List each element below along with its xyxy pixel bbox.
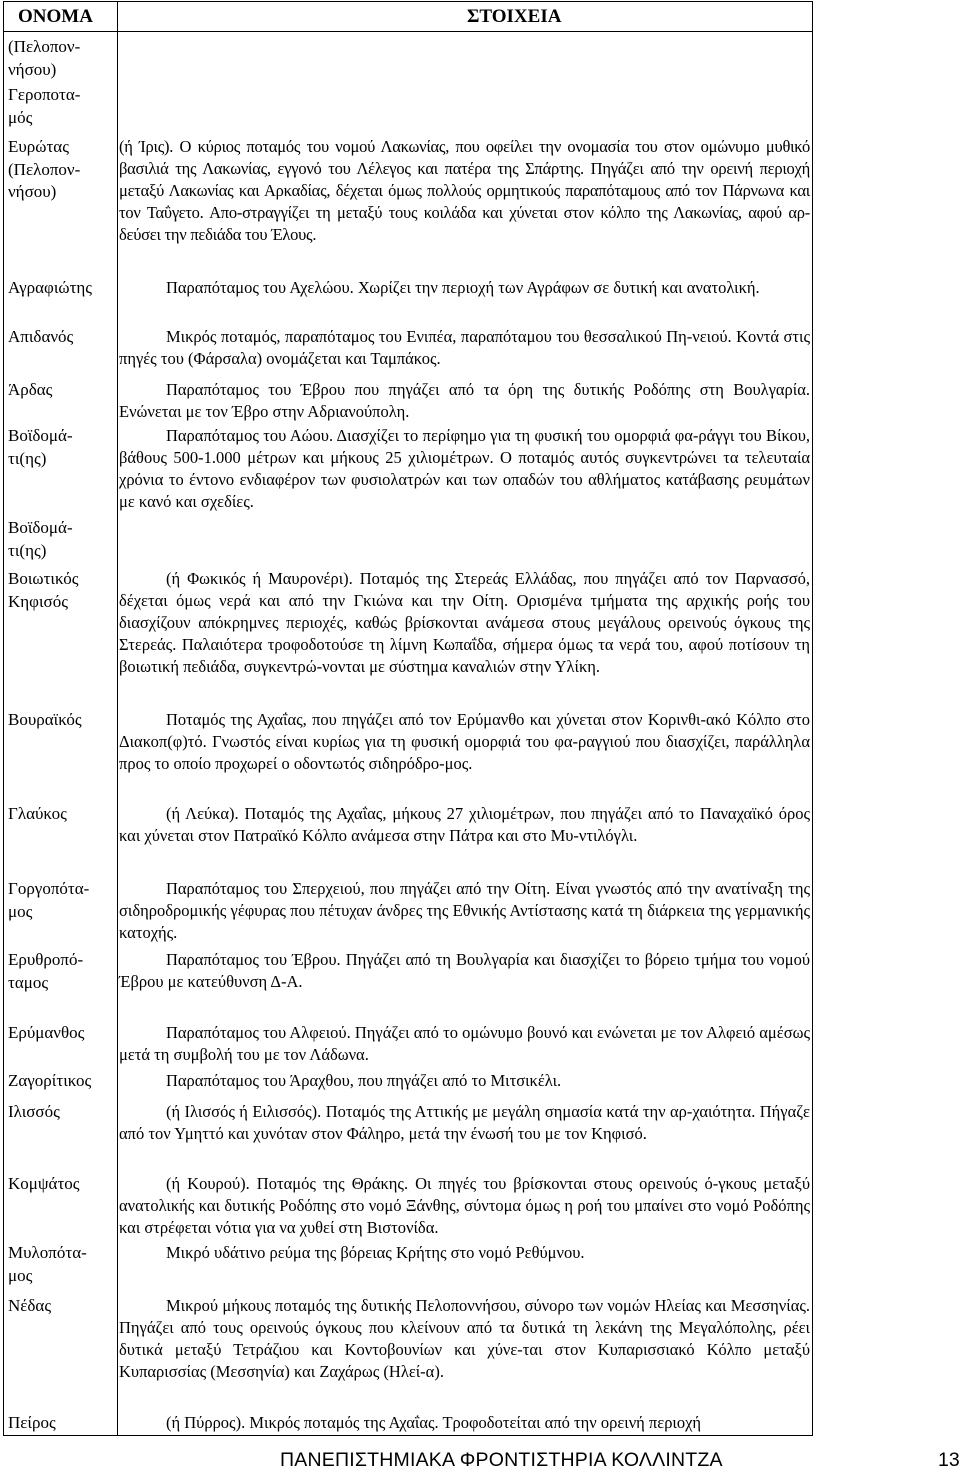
rivers-table bbox=[3, 1, 813, 1436]
river-name: Απιδανός bbox=[8, 327, 74, 346]
river-description: Μικρού μήκους ποταμός της δυτικής Πελοποννήσου, σύνορο των νομών Ηλείας και Μεσσηνίας. Πηγάζει από τους ορεινούς όγκους που κλείνουν από τα δυτικά τη λεκάνη της Μεγαλόπολης, ρέει δυτικά μεταξύ Τετράζιου και Κοντοβουνίων και χύνε-ται στον Κυπαρισσιακό Κόλπο μεταξύ Κυπαρισσίας (Μεσσηνία) και Ζαχάρως (Ηλεί-α). bbox=[119, 1296, 810, 1381]
river-description: Παραπόταμος του Αχελώου. Χωρίζει την περιοχή των Αγράφων σε δυτική και ανατολική. bbox=[166, 278, 760, 297]
river-name: Γεροποτα- μός bbox=[8, 85, 81, 127]
river-name: Βοιωτικός Κηφισός bbox=[8, 569, 79, 611]
river-description: Παραπόταμος του Άραχθου, που πηγάζει από το Μιτσικέλι. bbox=[166, 1071, 562, 1090]
river-name: Ζαγορίτικος bbox=[8, 1071, 92, 1090]
river-description: Παραπόταμος του Αλφειού. Πηγάζει από το ομώνυμο βουνό και ενώνεται με τον Αλφειό αμέσως μετά τη συμβολή του με τον Λάδωνα. bbox=[119, 1023, 810, 1064]
river-description: (ή Πύρρος). Μικρός ποταμός της Αχαΐας. Τροφοδοτείται από την ορεινή περιοχή bbox=[166, 1413, 702, 1432]
river-description: (ή Ίρις). Ο κύριος ποταμός του νομού Λακωνίας, που οφείλει την ονομασία του στον ομώνυμο μυθικό βασιλιά της Λακωνίας, εγγονό του Λέλεγος και πατέρα της Σπάρτης. Πηγάζει από την ορεινή περιοχή μεταξύ Λακωνίας και Αρκαδίας, δέχεται όμως πολλούς ορμητικούς παραπόταμους από τον Πάρνωνα και τον Ταΰγετο. Απο-στραγγίζει τη μεταξύ τους κοιλάδα και χύνεται στον κόλπο της Λακωνίας, αφού αρ-δεύσει την πεδιάδα του Έλους. bbox=[119, 137, 810, 244]
river-description: Μικρός ποταμός, παραπόταμος του Ενιπέα, παραπόταμου του θεσσαλικού Πη-νειού. Κοντά στις πηγές του (Φάρσαλα) ονομάζεται και Ταμπάκος. bbox=[119, 327, 810, 368]
river-description: Παραπόταμος του Αώου. Διασχίζει το περίφημο για τη φυσική του ομορφιά φα-ράγγι του Βίκου, βάθους 500-1.000 μέτρων και μήκους 25 χιλιομέτρων. Ο ποταμός αυτός συγκεντρώνει τα τελευταία χρόνια το έντονο ενδιαφέρον των φυσιολατρών και των οπαδών του αθλήματος κατάβασης ρευμάτων με κανό και σχεδίες. bbox=[119, 426, 810, 511]
river-name: Ιλισσός bbox=[8, 1102, 60, 1121]
page-number: 13 bbox=[938, 1449, 960, 1471]
river-name: (Πελοπον- νήσου) bbox=[8, 37, 81, 79]
footer-title: ΠΑΝΕΠΙΣΤΗΜΙΑΚΑ ΦΡΟΝΤΙΣΤΗΡΙΑ ΚΟΛΛΙΝΤΖΑ bbox=[280, 1449, 723, 1471]
river-description: Ποταμός της Αχαΐας, που πηγάζει από τον Ερύμανθο και χύνεται στον Κορινθι-ακό Κόλπο στο Διακοπ(φ)τό. Γνωστός είναι κυρίως για τη φυσική ομορφιά του φα-ραγγιού που διασχίζει, παράλληλα προς το οποίο προχωρεί ο οδοντωτός σιδηρόδρο-μος. bbox=[119, 710, 810, 773]
header-data: ΣΤΟΙΧΕΙΑ bbox=[467, 6, 562, 27]
river-name: Άρδας bbox=[8, 380, 53, 399]
header-divider bbox=[4, 31, 812, 32]
river-name: Μυλοπότα- μος bbox=[8, 1243, 87, 1285]
river-name: Κομψάτος bbox=[8, 1174, 80, 1193]
river-name: Ερυθροπό- ταμος bbox=[8, 950, 84, 992]
river-name: Βοϊδομά- τι(ης) bbox=[8, 518, 73, 560]
river-name: Γοργοπότα- μος bbox=[8, 879, 90, 921]
river-description: (ή Ιλισσός ή Ειλισσός). Ποταμός της Αττικής με μεγάλη σημασία κατά την αρ-χαιότητα. Πήγαζε από τον Υμηττό και χυνόταν στον Φάληρο, μετά την ένωσή του με τον Κηφισό. bbox=[119, 1102, 810, 1143]
river-name: Βουραϊκός bbox=[8, 710, 82, 729]
river-name: Νέδας bbox=[8, 1296, 52, 1315]
river-description: Μικρό υδάτινο ρεύμα της βόρειας Κρήτης στο νομό Ρεθύμνου. bbox=[166, 1243, 585, 1262]
river-description: Παραπόταμος του Έβρου. Πηγάζει από τη Βουλγαρία και διασχίζει το βόρειο τμήμα του νομού Έβρου με κατεύθυνση Δ-Α. bbox=[119, 950, 810, 991]
header-name: ΟΝΟΜΑ bbox=[18, 6, 93, 27]
river-description: (ή Λεύκα). Ποταμός της Αχαΐας, μήκους 27 χιλιομέτρων, που πηγάζει από το Παναχαϊκό όρος και χύνεται στον Πατραϊκό Κόλπο ανάμεσα στην Πάτρα και στο Μυ-ντιλόγλι. bbox=[119, 804, 810, 845]
river-description: (ή Κουρού). Ποταμός της Θράκης. Οι πηγές του βρίσκονται στους ορεινούς ό-γκους μεταξύ ανατολικής και δυτικής Ροδόπης στο νομό Ξάνθης, σύντομα όμως η ροή του μπαίνει στο νομό Ροδόπης και στρέφεται νότια για να χυθεί στη Βιστονίδα. bbox=[119, 1174, 810, 1237]
river-name: Γλαύκος bbox=[8, 804, 67, 823]
river-description: Παραπόταμος του Έβρου που πηγάζει από τα όρη της δυτικής Ροδόπης στη Βουλγαρία. Ενώνεται με τον Έβρο στην Αδριανούπολη. bbox=[119, 380, 810, 421]
river-description: (ή Φωκικός ή Μαυρονέρι). Ποταμός της Στερεάς Ελλάδας, που πηγάζει από τον Παρνασσό, δέχεται όμως νερά και από την Γκιώνα και την Οίτη. Ορισμένα τμήματα της αρχικής ροής του διασχίζουν απόκρημνες περιοχές, καθώς βρίσκονται ανάμεσα στους μεγάλους ορεινούς όγκους της Στερεάς. Παλαιότερα τροφοδοτούσε τη λίμνη Κωπαΐδα, σήμερα όμως τα νερά του, αφού ποτίσουν τη βοιωτική πεδιάδα, συγκεντρώ-νονται με σύστημα καναλιών στην Υλίκη. bbox=[119, 569, 810, 676]
river-name: Βοϊδομά- τι(ης) bbox=[8, 426, 73, 468]
river-description: Παραπόταμος του Σπερχειού, που πηγάζει από την Οίτη. Είναι γνωστός από την ανατίναξη της σιδηροδρομικής γέφυρας που πέτυχαν άνδρες της Εθνικής Αντίστασης κατά τη διάρκεια της γερμανικής κατοχής. bbox=[119, 879, 810, 942]
river-name: Ευρώτας (Πελοπον- νήσου) bbox=[8, 137, 81, 201]
river-name: Πείρος bbox=[8, 1413, 56, 1432]
river-name: Ερύμανθος bbox=[8, 1023, 85, 1042]
column-divider bbox=[117, 2, 118, 1435]
river-name: Αγραφιώτης bbox=[8, 278, 93, 297]
